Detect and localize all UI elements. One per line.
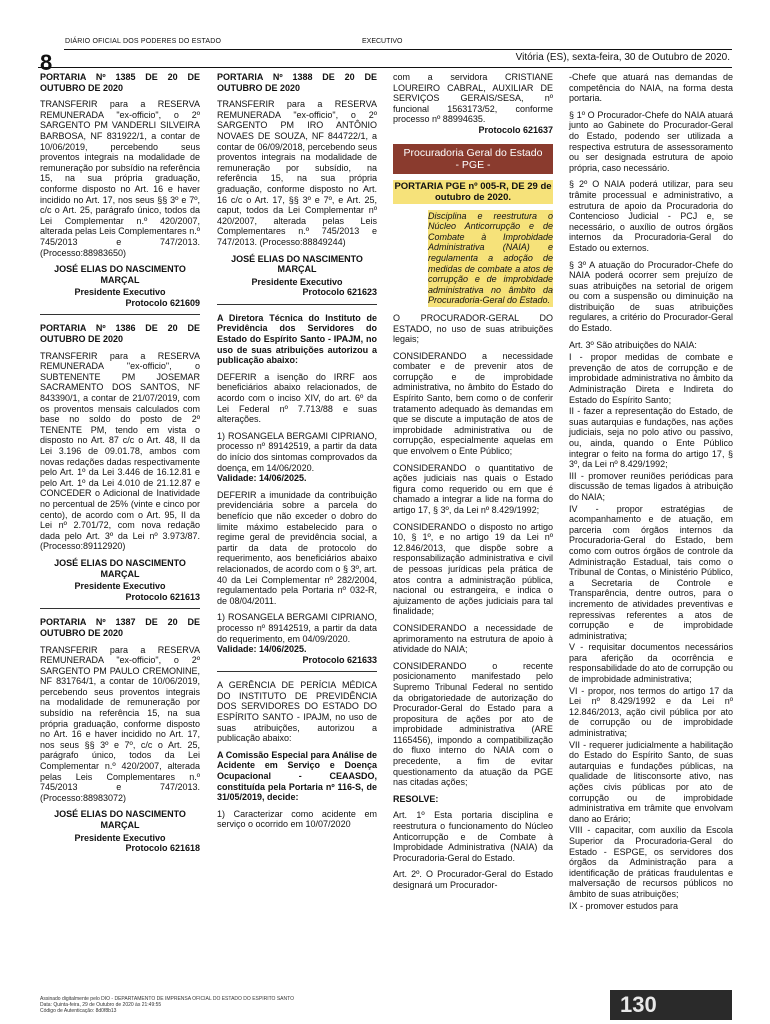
protocol-number: Protocolo 621613 xyxy=(125,591,200,602)
column-4 xyxy=(569,72,733,917)
pericia-intro: A GERÊNCIA DE PERÍCIA MÉDICA DO INSTITUTO DE PREVIDÊNCIA DOS SERVIDORES DO ESTADO DO ESPÍRITO SANTO - IPAJM, no uso de suas atribuições, autorizou a publicação abaixo: xyxy=(217,680,377,744)
considerando-2: CONSIDERANDO o quantitativo de ações judiciais nas quais o Estado figura como requerido ou em que é chamado a integrar a lide na forma do artigo 17, § 3º, da Lei nº 8.429/1992; xyxy=(393,462,553,515)
pge-ementa: Disciplina e reestrutura o Núcleo Anticorrupção e de Combate à Improbidade Administrativa (NAIA) e regulamenta a adoção de medidas de combate a atos de corrupção e de improbidade administrativa no âmbito da Procuradoria-Geral do Estado. xyxy=(428,210,553,306)
footer-line: Assinado digitalmente pelo DIO - DEPARTAMENTO DE IMPRENSA OFICIAL DO ESTADO DO ESPIRITO SANTO xyxy=(40,996,294,1002)
separator xyxy=(217,671,377,672)
portaria-1386-title: PORTARIA Nº 1386 DE 20 DE OUTUBRO DE 2020 xyxy=(40,323,200,345)
considerando-1: CONSIDERANDO a necessidade combater e de prevenir atos de corrupção e de improbidade administrativa, no âmbito do Estado do Espírito Santo, bem como o de conferir tratamento adequado às demandas em que se discute a imputação de atos de improbidade administrativa ou de corrupção, especialmente aquelas em que envolvem o Ente Público; xyxy=(393,350,553,457)
paragraph-1: § 1º O Procurador-Chefe do NAIA atuará junto ao Gabinete do Procurador-Geral do Estado, podendo ser utilizada a respectiva estrutura de assessoramento ou ser designada estrutura de apoio própria, caso necessário. xyxy=(569,109,733,173)
item-v: V - requisitar documentos necessários para aferição da ocorrência e responsabilidade do ato de corrupção ou de improbidade administrativa; xyxy=(569,642,733,685)
signatory: JOSÉ ELIAS DO NASCIMENTO MARÇAL xyxy=(231,253,363,275)
continuation-text: com a servidora CRISTIANE LOUREIRO CABRAL, AUXILIAR DE SERVIÇOS GERAIS/SESA, nº funcional 1563173/52, conforme processo nº 88994635. xyxy=(393,72,553,125)
item-vii: VII - requerer judicialmente a habilitação do Estado do Espírito Santo, de suas autarquias e fundações públicas, na qualidade de litisconsorte ativo, nas ações civis públicas por ato de corrupção ou de improbidade administrativa em trâmite que envolvam dano ao Erário; xyxy=(569,739,733,824)
comissao-decision: A Comissão Especial para Análise de Acidente em Serviço e Doença Ocupacional - CEAASDO, constituída pela Portaria nº 116-S, de 31/05/2019, decide: xyxy=(217,749,377,803)
signatory: JOSÉ ELIAS DO NASCIMENTO MARÇAL xyxy=(54,809,186,830)
protocol-number: Protocolo 621609 xyxy=(125,297,200,308)
header-rule-bottom xyxy=(38,67,732,68)
item-ix: IX - promover estudos para xyxy=(569,900,679,911)
protocol-number: Protocolo 621633 xyxy=(302,654,377,665)
signatory-role: Presidente Executivo xyxy=(74,287,166,298)
portaria-1386-body: TRANSFERIR para a RESERVA REMUNERADA "ex-officio", o SUBTENENTE PM JOSEMAR SACRAMENTO DOS SANTOS, NF 843390/1, a contar de 21/07/2019, com os proventos mensais calculados com base no soldo do posto de 2º TENENTE PM, tendo em vista o disposto no Art. 87 c/c o Art. 48, II da Lei 3.196 de 09.01.78, ambos com novas redações dadas respectivamente pelo Art. 1º da Lei 3.446 de 16.12.81 e pelo Art. 1º da Lei 4.010 de 21.12.87 e CONCEDER o Adicional de Inatividade no percentual de 25% (vinte e cinco por cento), de acordo com o Art. 95, II da Lei nº 2.701/72, com nova redação dada pelo Art. 3º da Lei nº 3.973/87. (Processo:89112920) xyxy=(40,350,200,552)
article-2-cont: -Chefe que atuará nas demandas de competência do NAIA, na forma desta portaria. xyxy=(569,72,733,104)
article-3: Art. 3º São atribuições do NAIA: xyxy=(569,339,697,350)
header-rule xyxy=(64,49,732,50)
journal-name: DIÁRIO OFICIAL DOS PODERES DO ESTADO xyxy=(65,38,222,45)
ipajm-intro: A Diretora Técnica do Instituto de Previdência dos Servidores do Estado do Espírito Santo - IPAJM, no uso de suas atribuições autorizou a publicação abaixo: xyxy=(217,312,377,366)
digital-signature-footer xyxy=(40,996,294,1014)
beneficiary-2: 1) ROSANGELA BERGAMI CIPRIANO, processo nº 89142519, a partir da data do requerimento, em 04/09/2020. xyxy=(217,612,377,644)
item-vi: VI - propor, nos termos do artigo 17 da Lei nº 8.429/1992 e da Lei nº 12.846/2013, ação civil pública por ato de corrupção ou de improbidade administrativa; xyxy=(569,685,733,739)
beneficiary-1: 1) ROSANGELA BERGAMI CIPRIANO, processo nº 89142519, a partir da data do início dos sintomas comprovados da doença, em 14/06/2020. xyxy=(217,430,377,473)
protocol-number: Protocolo 621623 xyxy=(302,287,377,298)
protocol-number: Protocolo 621618 xyxy=(125,843,200,854)
item-i: I - propor medidas de combate e prevenção de atos de corrupção e de improbidade administrativa no âmbito da Administração Direta e Indireta do Estado do Espírito Santo; xyxy=(569,352,733,405)
procurador-intro: O PROCURADOR-GERAL DO ESTADO, no uso de suas atribuições legais; xyxy=(393,312,553,345)
caracterizar-item: 1) Caracterizar como acidente em serviço o ocorrido em 10/07/2020 xyxy=(217,808,377,830)
signatory: JOSÉ ELIAS DO NASCIMENTO MARÇAL xyxy=(54,264,186,285)
column-3 xyxy=(393,72,553,897)
separator xyxy=(40,608,200,609)
protocol-number: Protocolo 621637 xyxy=(478,124,553,135)
pge-section-banner xyxy=(393,144,553,174)
portaria-1387-body: TRANSFERIR para a RESERVA REMUNERADA "ex-officio", o 2º SARGENTO PM PAULO CREMONINE, NF 831764/1, a contar de 10/06/2019, percebendo seus proventos integrais na modalidade de remuneração por subsídio na referência 15, na sua própria graduação, conforme disposto no Art. 16 e haver incidido no Art. 17, nos seus §§ 3º e 7º, c/c o Art. 25, parágrafo único, todos da Lei Complementar n.º 420/2007, alterada pelas Leis Complementares n.º 745/2013 e 747/2013. (Processo:88983072) xyxy=(40,644,200,803)
signatory-role: Presidente Executivo xyxy=(74,832,166,843)
considerando-4: CONSIDERANDO a necessidade de aprimoramento na estrutura de apoio à atividade do NAIA; xyxy=(393,622,553,655)
anniversary-logo: 130 xyxy=(610,990,732,1020)
pge-banner-subtitle: - PGE - xyxy=(455,158,491,171)
signatory: JOSÉ ELIAS DO NASCIMENTO MARÇAL xyxy=(54,557,186,579)
pge-banner-title: Procuradoria Geral do Estado xyxy=(403,146,543,159)
signatory-role: Presidente Executivo xyxy=(74,581,166,592)
page-number: 8 xyxy=(40,50,53,75)
column-2 xyxy=(217,72,377,836)
signatory-role: Presidente Executivo xyxy=(251,276,343,287)
section-name: EXECUTIVO xyxy=(362,38,403,45)
issue-date: Vitória (ES), sexta-feira, 30 de Outubro de 2020. xyxy=(515,52,730,63)
item-iii: III - promover reuniões periódicas para discussão de temas ligados à atribuição do NAIA; xyxy=(569,470,733,502)
portaria-1388-title: PORTARIA Nº 1388 DE 20 DE OUTUBRO DE 2020 xyxy=(217,72,377,93)
column-1 xyxy=(40,72,200,860)
portaria-1385-title: PORTARIA Nº 1385 DE 20 DE OUTUBRO DE 2020 xyxy=(40,72,200,93)
separator xyxy=(217,304,377,305)
paragraph-3: § 3º A atuação do Procurador-Chefe do NAIA poderá ocorrer sem prejuízo de suas atribuições na setorial de origem ou com a suspensão ou diminuição na distribuição de suas atribuições regulares, a critério do Procurador-Geral do Estado. xyxy=(569,259,733,334)
paragraph-2: § 2º O NAIA poderá utilizar, para seu trâmite processual e administrativo, a estrutura de apoio da Procuradoria do Contencioso Judicial - PCJ e, se necessário, o auxílio de outros órgãos internos da Procuradoria-Geral do Estado ou externos. xyxy=(569,179,733,253)
validity: Validade: 14/06/2025. xyxy=(217,473,307,484)
pge-portaria-title: PORTARIA PGE nº 005-R, DE 29 de outubro de 2020. xyxy=(394,180,552,203)
validity: Validade: 14/06/2025. xyxy=(217,644,307,655)
footer-line: Código de Autenticação: 8d0f8b13 xyxy=(40,1008,117,1014)
item-iv: IV - propor estratégias de acompanhamento e de atuação, em parceria com órgãos internos da Procuradoria-Geral do Estado, bem como com outros órgãos de controle da Administração Estadual, tais como o Tribunal de Contas, o Ministério Público, a Secretaria de Controle e Transparência, dentre outros, para o incremento de atividades preventivas e repressivas referentes a atos de corrupção e de improbidade administrativa; xyxy=(569,503,733,641)
deferir-isencao: DEFERIR a isenção do IRRF aos beneficiários abaixo relacionados, de acordo com o inciso XIV, do art. 6º da Lei Federal nº 7.713/88 e suas alterações. xyxy=(217,371,377,425)
considerando-3: CONSIDERANDO o disposto no artigo 10, § 1º, e no artigo 19 da Lei nº 12.846/2013, que dispõe sobre a responsabilização administrativa e civil de pessoas jurídicas pela prática de atos contra a administração pública, nacional ou estrangeira, e indica o ajuizamento de ações judiciais para tal finalidade; xyxy=(393,521,553,617)
portaria-1388-body: TRANSFERIR para a RESERVA REMUNERADA "ex-officio", o 2º SARGENTO PM IRO ANTÔNIO NOVAES DE SOUZA, NF 844722/1, a contar de 06/09/2018, percebendo seus proventos integrais na modalidade de remuneração por subsídio, na referência 15, na sua própria graduação, conforme disposto no Art. 16 c/c o Art. 17, §§ 3º e 7º, e Art. 25, caput, todos da Lei Complementar nº 420/2007, alterada pelas Leis Complementares n.º 745/2013 e 747/2013. (Processo:88849244) xyxy=(217,99,377,247)
footer-line: Data: Quinta-feira, 29 de Outubro de 2020 às 21:49:55 xyxy=(40,1002,162,1008)
considerando-5: CONSIDERANDO o recente posicionamento manifestado pelo Supremo Tribunal Federal no sentido da obrigatoriedade de autorização do Procurador-Geral do Estado para a propositura de ações por ato de improbidade administrativa (ARE 1165456), impondo a compatibilização do fluxo interno do NAIA com o precedente, a fim de evitar questionamento da atuação da PGE nas citadas ações; xyxy=(393,660,553,788)
portaria-1385-body: TRANSFERIR para a RESERVA REMUNERADA "ex-officio", o 2º SARGENTO PM VANDERLI SILVEIRA BARBOSA, NF 831922/1, a contar de 10/06/2019, percebendo seus proventos integrais na modalidade de remuneração por subsídio na referência 15, na sua própria graduação, conforme disposto no Art. 16 e haver incidido no Art. 17, nos seus §§ 3º e 7º, c/c o Art. 25, parágrafo único, todos da Lei Complementar n.º 420/2007, alterada pelas Leis Complementares n.º 745/2013 e 747/2013. (Processo:88983650) xyxy=(40,99,200,258)
item-ii: II - fazer a representação do Estado, de suas autarquias e fundações, nas ações judiciais, seja no polo ativo ou passivo, ou, ainda, quando o Ente Público integrar o feito na forma do artigo 17, § 3º, da Lei nº 8.429/1992; xyxy=(569,406,733,470)
article-2: Art. 2º. O Procurador-Geral do Estado designará um Procurador- xyxy=(393,869,553,890)
item-viii: VIII - capacitar, com auxílio da Escola Superior da Procuradoria-Geral do Estado - ESPGE, os servidores dos órgãos da Administração para a identificação de práticas fraudulentas e malversação de recursos públicos no âmbito de suas atribuições; xyxy=(569,825,733,899)
portaria-1387-title: PORTARIA Nº 1387 DE 20 DE OUTUBRO DE 2020 xyxy=(40,617,200,638)
resolve-heading: RESOLVE: xyxy=(393,793,439,804)
article-1: Art. 1º Esta portaria disciplina e reestrutura o funcionamento do Núcleo Anticorrupção e de Combate à Improbidade Administrativa (NAIA) da Procuradoria-Geral do Estado. xyxy=(393,810,553,863)
deferir-imunidade: DEFERIR a imunidade da contribuição previdenciária sobre a parcela do benefício que não exceder o dobro do limite máximo estabelecido para o regime geral de previdência social, a partir da data de protocolo do requerimento, aos beneficiários abaixo relacionados, de acordo com o § 3º, art. 40 da Lei Complementar nº 282/2004, regulamentado pela Portaria nº 032-R, de 08/04/2011. xyxy=(217,489,377,606)
separator xyxy=(40,314,200,315)
